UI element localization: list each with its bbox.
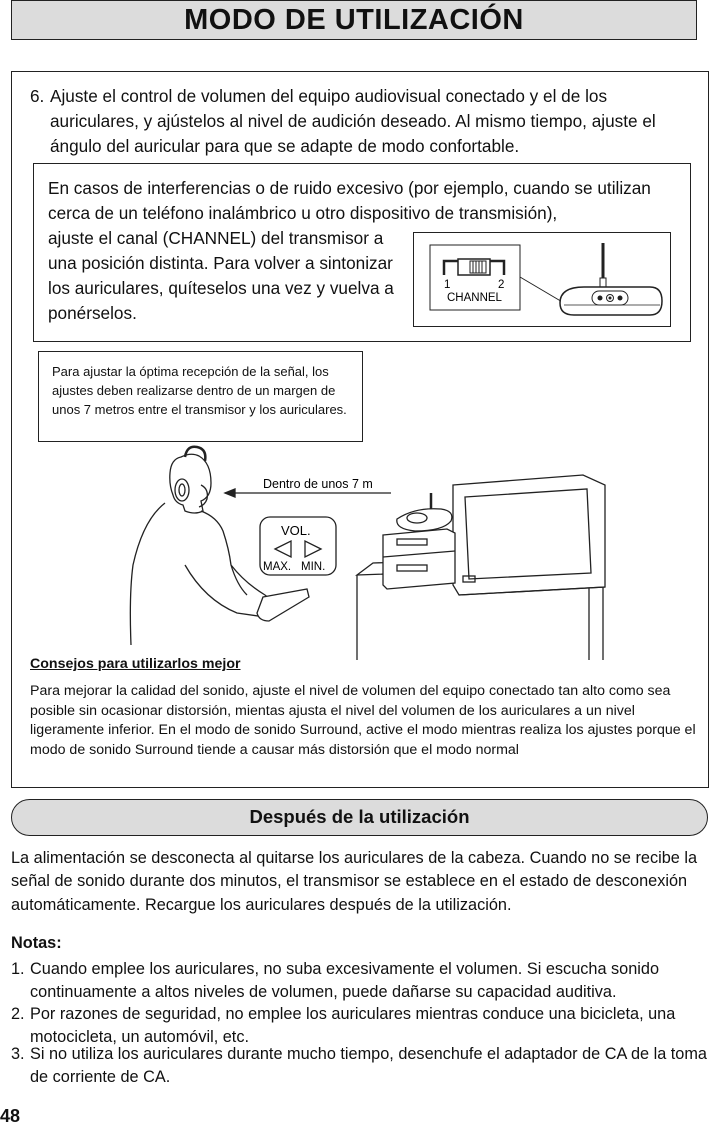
advice-text: Para mejorar la calidad del sonido, ajuste el nivel de volumen del equipo conectado tan alto como sea posible sin ocasionar distorsión, mientas ajusta el nivel del volumen de los auriculares a un nivel ligeramente inferior. En el modo de sonido Surround, active el modo mientras realiza los ajustes porque el modo de sonido Surround tiende a causar más distorsión que el modo normal [30,683,696,759]
vol-max-label: MAX. [263,561,292,573]
transmitter-small-icon [397,509,452,531]
step-6 [30,84,680,159]
channel-2-label: 2 [498,279,505,291]
usage-scene-illustration [125,445,709,660]
page-title-bar [11,0,697,40]
step-number: 6. [30,86,45,106]
distance-label: Dentro de unos 7 m [263,477,373,491]
channel-label: CHANNEL [447,292,502,304]
remote-icon [257,589,309,621]
notes-heading: Notas: [11,934,62,952]
after-use-header [11,799,708,836]
av-equipment-icon [383,529,455,589]
after-use-title: Después de la utilización [249,806,470,827]
interference-text-narrow: ajuste el canal (CHANNEL) del transmisor a una posición distinta. Para volver a sintonizar los auriculares, quíteselos una vez y vuelva a ponérselos. [48,228,394,323]
vol-min-label: MIN. [301,561,326,573]
transmitter-figure [413,232,671,327]
note-text: Por razones de seguridad, no emplee los auriculares mientras conduce una bicicleta, una motocicleta, un automóvil, etc. [30,1005,676,1046]
note-item [11,1043,708,1088]
note-text: Si no utiliza los auriculares durante mucho tiempo, desenchufe el adaptador de CA de la toma de corriente de CA. [30,1045,707,1086]
note-text: Cuando emplee los auriculares, no suba excesivamente el volumen. Si escucha sonido continuamente a altos niveles de volumen, puede dañarse su capacidad auditiva. [30,960,659,1001]
note-number: 1. [11,960,25,978]
interference-text-wide: En casos de interferencias o de ruido excesivo (por ejemplo, cuando se utilizan cerca de un teléfono inalámbrico u otro dispositivo de transmisión), [48,178,651,223]
page-title: MODO DE UTILIZACIÓN [184,4,524,36]
reception-tip-text: Para ajustar la óptima recepción de la señal, los ajustes deben realizarse dentro de un margen de unos 7 metros entre el transmisor y los auriculares. [52,364,347,417]
advice-heading: Consejos para utilizarlos mejor [30,656,241,672]
after-use-text: La alimentación se desconecta al quitarse los auriculares de la cabeza. Cuando no se recibe la señal de sonido durante dos minutos, el transmisor se establece en el estado de desconexión automáticamente. Recargue los auriculares después de la utilización. [11,849,698,914]
headphones-icon [175,479,189,501]
vol-label: VOL. [281,523,311,538]
note-item [11,958,708,1003]
note-item [11,1003,708,1048]
step-text: Ajuste el control de volumen del equipo audiovisual conectado y el de los auriculares, y ajústelos al nivel de audición deseado. Al mismo tiempo, ajuste el ángulo del auricular para que se adapte de modo confortable. [50,86,656,156]
note-number: 3. [11,1045,25,1063]
transmitter-illustration [414,233,670,326]
channel-1-label: 1 [444,279,451,291]
note-number: 2. [11,1005,25,1023]
page-number: 48 [0,1106,21,1126]
usage-illustration [125,445,709,660]
